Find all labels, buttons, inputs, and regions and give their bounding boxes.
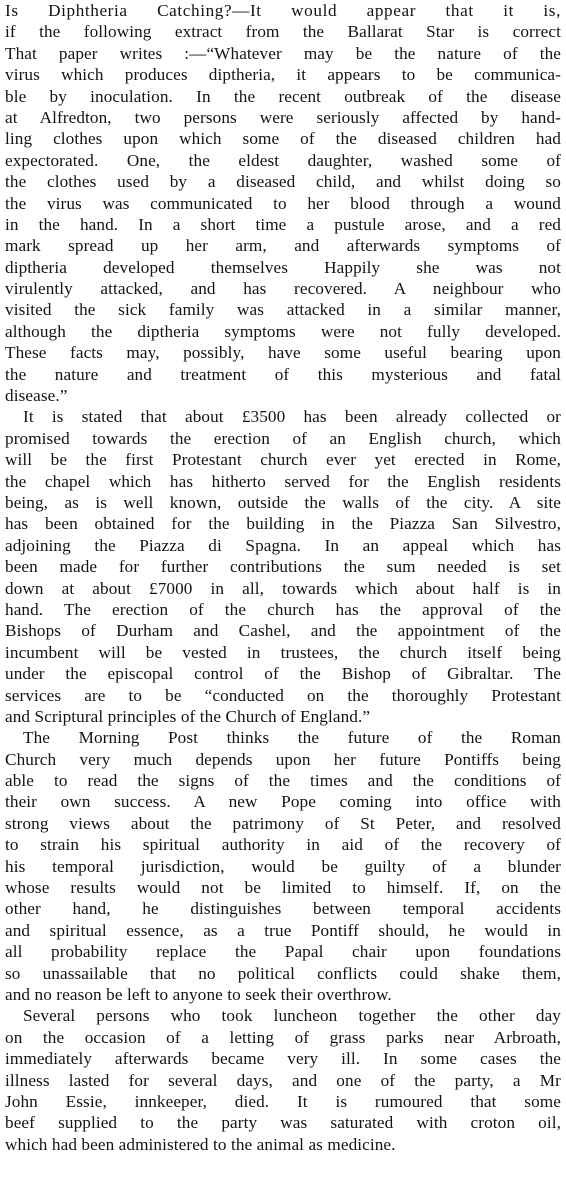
text-line: incumbent will be vested in trustees, the church itself being [5,642,561,662]
text-line: beef supplied to the party was saturated with croton oil, [5,1113,561,1133]
text-line: his temporal jurisdiction, would be guilty of a blunder [5,856,561,876]
text-line: Bishops of Durham and Cashel, and the appointment of the [5,621,561,641]
text-line: if the following extract from the Ballarat Star is correct [5,22,561,42]
text-line: their own success. A new Pope coming into office with [5,792,561,812]
text-line: Several persons who took luncheon together the other day [23,1006,561,1026]
text-line: the chapel which has hitherto served for the English residents [5,471,561,491]
text-line: other hand, he distinguishes between temporal accidents [5,899,561,919]
text-line: disease.” [5,386,68,406]
text-line: able to read the signs of the times and the conditions of [5,771,561,791]
text-line: hand. The erection of the church has the approval of the [5,599,561,619]
paragraph-diphtheria [5,0,561,406]
text-line: Is Diphtheria Catching?—It would appear that it is, [5,1,561,20]
text-line: which had been administered to the animal as medicine. [5,1134,396,1154]
text-line: although the diptheria symptoms were not fully developed. [5,321,561,341]
paragraph-morning-post [5,727,561,1005]
text-line: will be the first Protestant church ever yet erected in Rome, [5,450,561,470]
text-line: to strain his spiritual authority in aid of the recovery of [5,835,561,855]
text-line: virus which produces diptheria, it appears to be communica- [5,65,561,85]
text-line: and Scriptural principles of the Church of England.” [5,706,371,726]
text-line: the virus was communicated to her blood through a wound [5,193,561,213]
text-line: expectorated. One, the eldest daughter, washed some of [5,150,561,170]
text-line: virulently attacked, and has recovered. A neighbour who [5,279,561,299]
text-line: under the episcopal control of the Bishop of Gibraltar. The [5,664,561,684]
text-line: whose results would not be limited to himself. If, on the [5,878,561,898]
text-line: on the occasion of a letting of grass parks near Arbroath, [5,1027,561,1047]
text-line: in the hand. In a short time a pustule arose, and a red [5,214,561,234]
text-line: and no reason be left to anyone to seek their overthrow. [5,984,392,1004]
newspaper-column [5,0,561,1177]
text-line: all probability replace the Papal chair upon foundations [5,942,561,962]
text-line: Church very much depends upon her future Pontiffs being [5,749,561,769]
text-line: so unassailable that no political conflicts could shake them, [5,963,561,983]
text-line: adjoining the Piazza di Spagna. In an appeal which has [5,535,561,555]
paragraph-rome-church [5,406,561,727]
text-line: the clothes used by a diseased child, and whilst doing so [5,172,561,192]
text-line: has been obtained for the building in the Piazza San Silvestro, [5,514,561,534]
text-line: at Alfredton, two persons were seriously affected by hand- [5,107,561,127]
text-line: That paper writes :—“Whatever may be the nature of the [5,43,561,63]
text-line: The Morning Post thinks the future of the Roman [23,728,561,748]
text-line: It is stated that about £3500 has been already collected or [23,407,561,427]
text-line: illness lasted for several days, and one of the party, a Mr [5,1070,561,1090]
text-line: promised towards the erection of an English church, which [5,428,561,448]
text-line: These facts may, possibly, have some useful bearing upon [5,343,561,363]
text-line: ling clothes upon which some of the diseased children had [5,129,561,149]
text-line: immediately afterwards became very ill. In some cases the [5,1049,561,1069]
text-line: services are to be “conducted on the thoroughly Protestant [5,685,561,705]
text-line: diptheria developed themselves Happily she was not [5,257,561,277]
text-line: John Essie, innkeeper, died. It is rumoured that some [5,1091,561,1111]
text-line: down at about £7000 in all, towards which about half is in [5,578,561,598]
text-line: mark spread up her arm, and afterwards symptoms of [5,236,561,256]
text-line: ble by inoculation. In the recent outbreak of the disease [5,86,561,106]
text-line: the nature and treatment of this mysterious and fatal [5,364,561,384]
text-line: being, as is well known, outside the walls of the city. A site [5,492,561,512]
text-line: strong views about the patrimony of St Peter, and resolved [5,813,561,833]
paragraph-arbroath [5,1005,561,1155]
text-line: visited the sick family was attacked in a similar manner, [5,300,561,320]
text-line: been made for further contributions the sum needed is set [5,557,561,577]
text-line: and spiritual essence, as a true Pontiff should, he would in [5,920,561,940]
